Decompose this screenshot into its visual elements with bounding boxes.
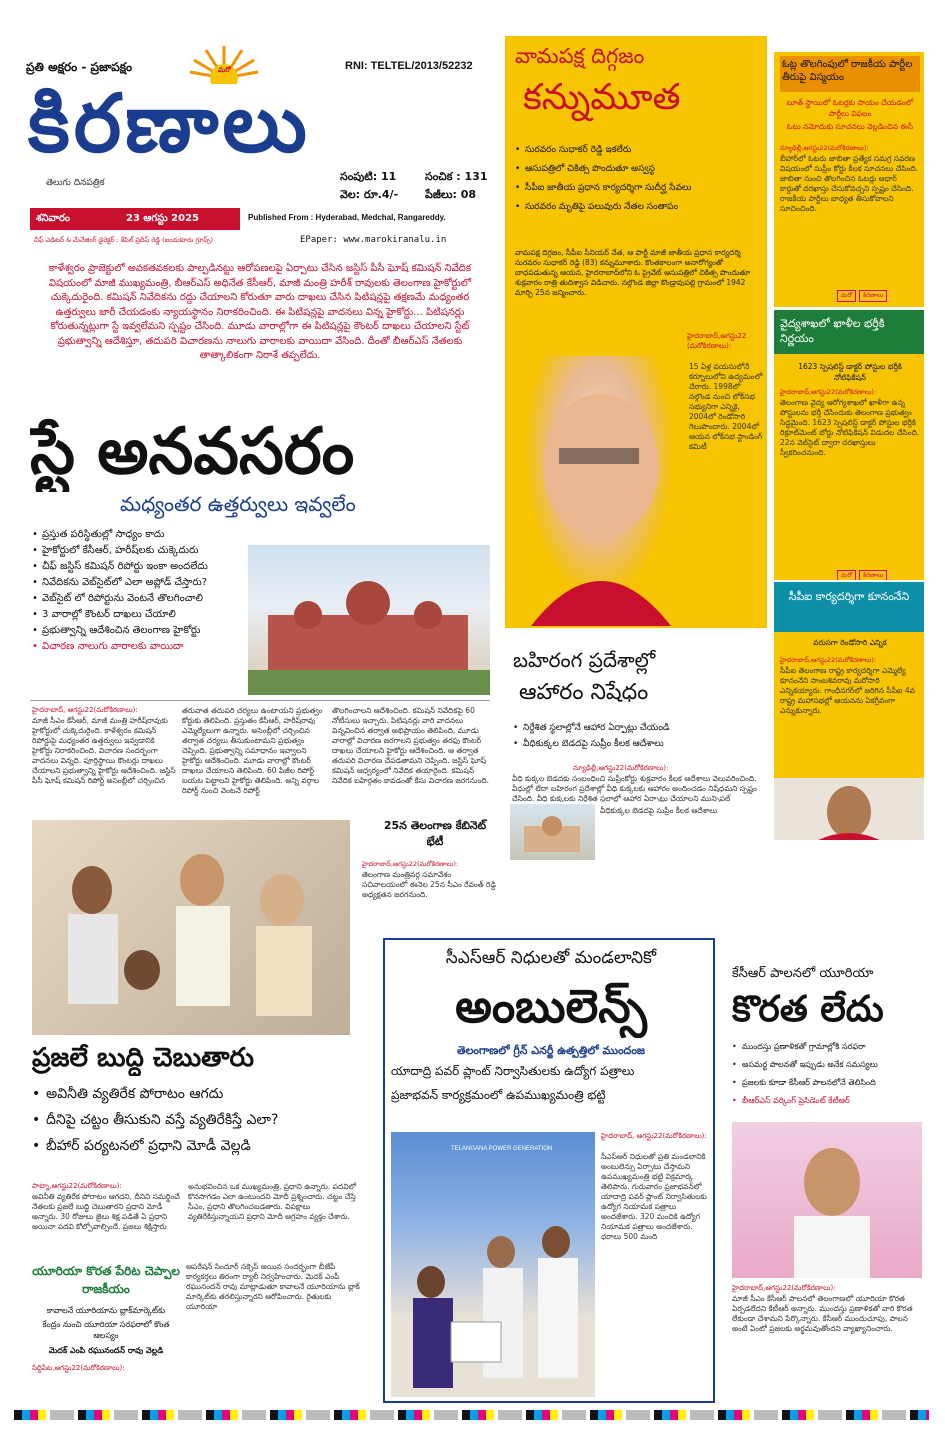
registration-strip (0, 1404, 945, 1428)
votes-body: బీహార్‌లో ఓటరు జాబితా ప్రత్యేక సమగ్ర సవరణ విషయంలో సుప్రీం కోర్టు కీలక సూచనలు చేసింది. జాబితా నుంచి తొలగించిన ఓటర్లు ఆధార్ కార్డుతో దరఖాస్తు చేసుకోవచ్చని స్పష్టం చేసింది. రాజకీయ పార్టీలు బాధ్యత తీసుకోవాలని సూచించింది. (780, 154, 919, 213)
brand-chip: మరో (837, 570, 856, 580)
list-item: • సీపీఐ జాతీయ ప్రధాన కార్యదర్శిగా సుదీర్ఘ సేవలు (515, 182, 760, 195)
obituary-body: 15 ఏళ్ల వయసులోనే కర్నూలులోని ఉద్యమంలో చేరారు. 1998లో నల్గొండ నుంచి లోక్‌సభ సభ్యునిగా ఎన్నికై, 2004లో రెండోసారి గెలుపొందారు. 2004లో ఆయన లోక్‌సభ స్టాండింగ్ కమిటీ (689, 362, 763, 451)
votes-box (774, 52, 924, 307)
urea-politics-line-1: కేంద్రం నుంచి యూరియా సరఫరాలో కొంత ఆలస్యం (42, 1320, 170, 1340)
ambulance-line-3: ప్రజాభవన్ కార్యక్రమంలో ఉపముఖ్యమంత్రి భట్టి (391, 1088, 606, 1102)
list-item: • ప్రస్తుత పరిస్థితుల్లో సాధ్యం కాదు (32, 528, 247, 541)
health-dateline: హైదరాబాద్,ఆగస్టు22(మరోకిరణాలు): (780, 388, 877, 396)
ktr-box (726, 966, 924, 1406)
outdoor-headline-2: ఆహారం నిషేధం (519, 680, 649, 705)
outdoor-body-extra: వీధికుక్కల బెడదపై సుప్రీం కీలక ఆదేశాలు (600, 806, 718, 815)
day: శనివారం (36, 213, 70, 224)
modi-body-col1: అవినీతి వ్యతిరేక పోరాటం ఆగదని, దీనిని సమర్థించే నేతలకు ప్రజలే బుద్ధి చెబుతారని ప్రధాని మోడీ అన్నారు. 30 రోజులు జైలు శిక్ష పడితే ఏ ప్రధాని అయినా పదవి కోల్పోవాల్సిందే. ప్రజలు శిక్షిస్తారు (32, 1192, 180, 1231)
lead-body-col2: తరువాత తదుపరి చర్యలు ఉంటాయని ప్రభుత్వం కోర్టుకు తెలిపింది. ప్రస్తుతం కేసీఆర్, హరీష్‌రావు ఎమ్మెల్యేలుగా ఉన్నారు. అసెంబ్లీలో చర్చించిన తర్వాత చర్యలు తీసుకుంటామని ప్రభుత్వం చెప్పింది. ప్రభుత్వాన్ని సమాధానం ఇవ్వాలని హైకోర్టు ఆదేశించింది. మూడు వారాల్లో కౌంటర్ దాఖలు చేయాలని తెలిపింది. 60 పేజీల రిపోర్ట్ బయట పెట్టాలని హైకోర్టు తెలిపింది. అన్ని వర్గాల రిపోర్ట్ నుంచి వెంటనే రిపోర్ట్ (182, 706, 323, 795)
list-item: • అసమర్థ పాలనతో ఇప్పుడు అనేక సమస్యలు (732, 1058, 924, 1071)
divider (30, 700, 490, 701)
issue: సంచిక : 131 (425, 170, 488, 183)
logo-badge: మరో (218, 66, 232, 74)
lead-headline: స్టే అనవసరం (30, 415, 355, 489)
urea-politics-box (32, 1262, 180, 1392)
cpi-box (774, 582, 924, 840)
cabinet-headline: 25న తెలంగాణ కేబినెట్ భేటీ (383, 819, 487, 848)
sudhakar-reddy-photo (511, 356, 687, 626)
supreme-court-photo (510, 804, 595, 860)
published-from: Published From : Hyderabad, Medchal, Rangareddy. (248, 213, 446, 222)
subtitle: తెలుగు దినపత్రిక (46, 178, 105, 188)
banner-text: TELANGANA POWER GENERATION (451, 1146, 553, 1152)
cpi-line-0: వరుసగా రెండోసారి ఎన్నిక (813, 638, 887, 647)
modi-headline: ప్రజలే బుద్ధి చెబుతారు (32, 1043, 254, 1073)
cabinet-body: తెలంగాణ మంత్రివర్గ సమావేశం సచివాలయంలో ఈనెల 25న సీఎం రేవంత్ రెడ్డి అధ్యక్షతన జరగనుంది. (362, 870, 496, 899)
list-item: • నివేదికను వెబ్‌సైట్‌లో ఎలా అప్లోడ్ చేస్తారు? (32, 576, 247, 589)
modi-body-col2: అనుభవించిన ఒక ముఖ్యమంత్రి, ప్రధాని ఉన్నారు. పదవిలో కొనసాగడం ఎలా ఉంటుందని మోదీ ప్రశ్నించారు. చట్టం చేస్తే సీఎం, ప్రధాని తొలగించబడతారు. విపక్షాలు వ్యతిరేకిస్తున్నాయని ప్రధాని మోదీ ఆగ్రహం వ్యక్తం చేశారు. (188, 1182, 357, 1221)
ambulance-tagline: తెలంగాణలో గ్రీన్ ఎనర్జీ ఉత్పత్తిలో ముందంజ (457, 1044, 645, 1057)
urea-politics-line-0: కావాలనే యూరియాను బ్లాక్‌మార్కెట్‌కు (46, 1306, 166, 1315)
modi-event-photo (32, 820, 350, 1035)
urea-politics-headline: యూరియా కొరత పేరిట చెప్పాల రాజకీయం (32, 1264, 180, 1296)
list-item: • నిర్దేశిత స్థలాల్లోనే ఆహార ఏర్పాట్లు చేయండి (513, 722, 767, 735)
list-item: • సురవరం మృతిపై పలువురు నేతల సంతాపం (515, 201, 760, 214)
list-item: • చీఫ్ జస్టిస్ కమిషన్ రిపోర్టు ఇంకా అందలేదు (32, 560, 247, 573)
ambulance-box (383, 938, 715, 1403)
high-court-photo (248, 545, 490, 695)
ambulance-body: సీఎస్‌ఆర్ నిధులతో ప్రతి మండలానికి అంబులెన్సు ఏర్పాటు చేస్తామని ఉపముఖ్యమంత్రి భట్టి విక్రమార్క తెలిపారు. గురువారం ప్రజాభవన్‌లో యాదాద్రి పవర్ ప్లాంట్ నిర్వాసితులకు ఉద్యోగ నియామక పత్రాలు అందజేశారు. 320 మందికి ఉద్యోగ నియామక పత్రాలు అందజేశారు. ధరాలు 500 మంది (601, 1152, 707, 1241)
votes-chip (834, 290, 914, 302)
lead-body-col3: తొలగించాలని ఆదేశించింది. కమిషన్ నివేదికపై 60 నోటీసులు ఇచ్చారు. పిటిషనర్లు వారి వాదనలు విన్నవించిన తర్వాత అభిప్రాయం తెలిపింది. మూడు వారాల్లో విచారణ జరగాలని ప్రభుత్వం తరఫు కౌంటర్ దాఖలు చేయాలని హైకోర్టు ఆదేశించింది. ఆ తర్వాత తదుపరి విచారణ చేపడతామని చెప్పింది. జస్టిస్ ఘోష్ కమిషన్ ఆధ్వర్యంలో నివేదిక తయారైంది. కమిషన్ నివేదిక బహిర్గతం కావడంతో కేసు విచారణ జరగనుంది. (332, 706, 490, 785)
health-box (774, 310, 924, 580)
obituary-kicker: వామపక్ష దిగ్గజం (515, 44, 645, 68)
list-item: • దీనిపై చట్టం తీసుకుని వస్తే వ్యతిరేకిస్తే ఎలా? (32, 1110, 362, 1130)
volume: సంపుటి: 11 (340, 170, 397, 183)
ambulance-kicker: సీఎస్‌ఆర్ నిధులతో మండలానికో (445, 948, 657, 968)
list-item: • ప్రభుత్వాన్ని ఆదేశించిన తెలంగాణ హైకోర్టు (32, 624, 247, 637)
ktr-headline: కొరత లేదు (732, 989, 884, 1030)
masthead-tagline: ప్రతి అక్షరం - ప్రజాపక్షం (26, 60, 133, 74)
cabinet-box (360, 812, 500, 932)
obituary-dateline: హైదరాబాద్,ఆగస్టు22 (మరోకిరణాలు): (687, 332, 747, 350)
lead-subhead: మధ్యంతర ఉత్తర్వులు ఇవ్వలేం (120, 492, 356, 516)
list-item: • ప్రజలకు కూడా కేసీఆర్ పాలనలోనే తెలిసింది (732, 1076, 924, 1089)
ktr-bullets (732, 1040, 924, 1112)
date: 23 ఆగస్టు 2025 (126, 213, 200, 224)
ambulance-dateline: హైదరాబాద్, ఆగస్టు22(మరోకిరణాలు): (601, 1132, 707, 1140)
obituary-intro: వామపక్ష దిగ్గజం, సీపీఐ సీనియర్ నేత, ఆ పార్టీ మాజీ జాతీయ ప్రధాన కార్యదర్శి సురవరం సుధాకర్ రెడ్డి (83) కన్నుమూశారు. కొంతకాలంగా అనారోగ్యంతో బాధపడుతున్న ఆయన, హైదరాబాద్‌లోని ఓ ప్రైవేట్ ఆసుపత్రిలో చికిత్స పొందుతూ శుక్రవారం రాత్రి తుదిశ్వాస విడిచారు. నల్గొండ జిల్లా కొండ్రావుపల్లి గ్రామంలో 1942 మార్చి 25న జన్మించారు. (515, 248, 751, 297)
list-item: • ముందస్తు ప్రణాళికతో గ్రామాల్లోకి సరఫరా (732, 1040, 924, 1053)
urea-politics-dateline: సిద్దిపేట,ఆగస్టు22(మరోకిరణాలు): (32, 1364, 125, 1372)
lead-intro: కాళేశ్వరం ప్రాజెక్టులో అవకతవకలకు పాల్పడినట్టు ఆరోపణలపై ఏర్పాటు చేసిన జస్టిస్ పీసీ ఘోష్ కమిషన్ నివేదిక విషయంలో మాజీ ముఖ్యమంత్రి, బీఆర్ఎస్ అధినేత కేసీఆర్, మాజీ మంత్రి హరీశ్ రావులకు తెలంగాణ హైకోర్టులో చుక్కెదురైంది. కమిషన్ నివేదికను రద్దు చేయాలని కోరుతూ వారు దాఖలు చేసిన పిటిషన్లపై తక్షణమే మధ్యంతర ఉత్తర్వులు జారీ చేయడంకు న్యాయస్థానం నిరాకరించింది. ఈ పిటిషన్లపై వాదనలు విన్న హైకోర్టు... పిటిషనర్లు కోరుతున్నట్లుగా స్టే ఇవ్వలేమని స్పష్టం చేసింది. మూడు వారాల్లోగా ఈ పిటిషన్లపై కౌంటర్ దాఖలు చేయాలని స్టేట్ ప్రభుత్వాన్ని ఆదేశిస్తూ, తదుపరి విచారణను నాలుగు వారాలకు వాయిదా వేసింది. దీంతో బీఆర్ఎస్ నేతలకు తాత్కాలికంగా నిరాశే తప్పలేదు. (48, 263, 472, 361)
ktr-kicker: కేసీఆర్ పాలనలో యూరియా (732, 966, 874, 981)
outdoor-dateline: న్యూఢిల్లీ,ఆగస్టు22(మరోకిరణాలు): (573, 764, 669, 772)
modi-dateline: పాట్నా,ఆగస్టు22(మరోకిరణాలు): (32, 1182, 122, 1190)
brand-chip: మరో (837, 290, 856, 302)
health-chip (834, 562, 914, 580)
pages: పేజీలు: 08 (425, 188, 477, 201)
list-item: • వీధికుక్కల బెడదపై సుప్రీం కీలక ఆదేశాలు (513, 738, 767, 751)
lead-dateline: హైదరాబాద్, ఆగస్టు22(మరోకిరణాలు): (32, 706, 138, 714)
list-item: • అవినీతి వ్యతిరేక పోరాటం ఆగదు (32, 1084, 362, 1104)
list-item: • సురవరం సుధాకర్ రెడ్డి ఇకలేరు (515, 144, 760, 157)
outdoor-body: వీధి కుక్కల బెడదకు సంబంధించి సుప్రీంకోర్టు శుక్రవారం కీలక ఆదేశాలు వెలువరించింది. వీధుల్లో లేదా బహిరంగ ప్రదేశాల్లో వీధి కుక్కలకు ఆహారం అందించడం నిషేధమని స్పష్టం చేసింది. వీధి కుక్కలకు నిర్దేశిత స్థలాల్లో ఆహార ఏర్పాట్లు చేయాలని మున్సిపల్ (512, 774, 757, 802)
lead-body-col1: మాజీ సీఎం కేసీఆర్, మాజీ మంత్రి హరీష్‌రావుకు హైకోర్టులో చుక్కెదురైంది. కాళేశ్వరం కమిషన్ రిపోర్టుపై మధ్యంతర ఉత్తర్వులు ఇవ్వడానికి హైకోర్టు నిరాకరించింది. విచారణ సందర్భంగా వాదనలు విన్నది. పూర్తిస్థాయి కౌంటర్లు దాఖలు చేయాలని ప్రభుత్వాన్ని హైకోర్టు ఆదేశించింది. జస్టిస్ పీసీ ఘోష్ కమిషన్ రిపోర్ట్ అసెంబ్లీలో చర్చించిన (32, 716, 176, 785)
cpi-title: సీపీఐ కార్యదర్శిగా కూనంనేని (774, 582, 924, 632)
ktr-photo (732, 1122, 922, 1278)
urea-politics-line-2: మెదక్ ఎంపి రఘునందన్ రావు వెల్లడి (48, 1346, 164, 1355)
outdoor-headline-1: బహిరంగ ప్రదేశాల్లో (513, 648, 656, 672)
outdoor-bullets (513, 722, 767, 754)
health-title: వైద్యశాఖలో ఖాళీల భర్తీకి నిర్ణయం (774, 310, 924, 354)
health-body: తెలంగాణ వైద్య ఆరోగ్యశాఖలో ఖాళీగా ఉన్న పోస్టులను భర్తీ చేసేందుకు తెలంగాణ ప్రభుత్వం సిద్ధమైంది. 1623 స్పెషలిస్ట్ డాక్టర్ పోస్టుల భర్తీకి రిక్రూట్‌మెంట్ బోర్డు నోటిఫికేషన్ విడుదల చేసింది. 22న వెబ్‌సైట్ ద్వారా దరఖాస్తులు స్వీకరించనుంది. (780, 398, 920, 457)
cpi-dateline: హైదరాబాద్,ఆగస్టు22(మరోకిరణాలు): (780, 656, 877, 664)
votes-line-1: ఓటు నమోదుకు సూచనలు వెల్లడించిన ఈసీ (786, 122, 914, 131)
date-bar (30, 208, 240, 230)
lead-bullets (32, 528, 247, 692)
kunamneni-photo (774, 778, 924, 840)
list-item: • వెబ్‌సైట్ లో రిపోర్టును వెంటనే తొలగించాలి (32, 592, 247, 605)
ambulance-event-photo (391, 1132, 595, 1397)
price: వెల: రూ.4/- (340, 188, 399, 201)
epaper-link[interactable]: EPaper: www.marokiranalu.in (300, 235, 447, 245)
ambulance-headline: అంబులెన్స్ (455, 979, 647, 1033)
cabinet-dateline: హైదరాబాద్,ఆగస్టు22(మరోకిరణాలు): (362, 860, 459, 868)
list-item: • బీఆర్ఎస్ వర్కింగ్ ప్రెసిడెంట్ కేటీఆర్ (732, 1094, 924, 1107)
health-line-0: 1623 స్పెషలిస్ట్ డాక్టర్ పోస్టుల భర్తీకి నోటిఫికేషన్ (798, 362, 902, 382)
rni-number: RNI: TELTEL/2013/52232 (345, 60, 473, 72)
cpi-body: సీపీఐ తెలంగాణ రాష్ట్ర కార్యదర్శిగా ఎమ్మెల్యే కూనంనేని సాంబశివరావు మరోసారి ఎన్నికయ్యారు. గాంధీనగర్‌లో జరిగిన సీపీఐ 4వ రాష్ట్ర మహాసభల్లో ఆయనను ఏకగ్రీవంగా ఎన్నుకున్నారు. (780, 666, 915, 715)
modi-bullets (32, 1084, 362, 1162)
ktr-body: మాజీ సీఎం కేసీఆర్ పాలనలో తెలంగాణలో యూరియా కొరత ఏర్పడలేదని కేటీఆర్ అన్నారు. ముందస్తు ప్రణాళికతో వారి కొరత లేకుండా చేశామని పేర్కొన్నారు. కేసీఆర్ ముందుచూపు, పాలన అంటే ఏంటో ప్రజలకు అర్థమవుతోందని వ్యాఖ్యానించారు. (732, 1294, 913, 1333)
obituary-bullets (515, 144, 760, 220)
masthead (20, 36, 510, 258)
brand-chip: కిరణాలు (859, 290, 887, 302)
obituary-headline: కన్నుమూత (523, 77, 681, 118)
brand-chip: కిరణాలు (859, 570, 887, 580)
votes-title: ఓట్ల తొలగింపులో రాజకీయ పార్టీల తీరుపై విస్మయం (780, 56, 920, 92)
editor-line: చీఫ్ ఎడిటర్ & మేనేజింగ్ డైరెక్టర్ : కేపిల్ ప్రదీప్ రెడ్డి (ఐందుకూరు గ్రూప్స్) (34, 236, 214, 244)
list-item: • బీహార్ పర్యటనలో ప్రధాని మోడీ వెల్లడి (32, 1136, 362, 1156)
ambulance-line-2: యాదాద్రి పవర్ ప్లాంట్ నిర్వాసితులకు ఉద్యోగ పత్రాలు (391, 1064, 635, 1078)
list-item: • హైకోర్టులో కేసీఆర్, హరీష్‌లకు చుక్కెదురు (32, 544, 247, 557)
list-item: • విచారణ నాలుగు వారాలకు వాయిదా (32, 640, 247, 653)
list-item: • 3 వారాల్లో కౌంటర్ దాఖలు చేయాలి (32, 608, 247, 621)
votes-line-0: బూత్ స్థాయిలో ఓటర్లకు సాయం చేయడంలో పార్టీలు విఫలం (786, 98, 914, 118)
votes-dateline: న్యూఢిల్లీ,ఆగస్టు22(మరోకిరణాలు): (780, 144, 869, 152)
urea-politics-body: ఆపరేషన్ సిందూర్ సక్సెస్ అయిన సందర్భంగా బీజేపీ కార్యకర్తలు తిరంగా ర్యాలీ నిర్వహించారు. మెదక్ ఎంపీ రఘునందన్ రావు మాట్లాడుతూ కావాలనే యూరియాను బ్లాక్ మార్కెట్‌కు తరలిస్తున్నారని ఆరోపించారు. రైతులకు యూరియా (186, 1262, 360, 1311)
ktr-dateline: హైదరాబాద్,ఆగస్టు22(మరోకిరణాలు): (732, 1284, 836, 1292)
logo-text: కిరణాలు (28, 77, 311, 170)
obituary-box (505, 36, 767, 628)
list-item: • ఆసుపత్రిలో చికిత్స పొందుతూ అస్వస్థ (515, 163, 760, 176)
registration-marks (14, 1410, 929, 1420)
